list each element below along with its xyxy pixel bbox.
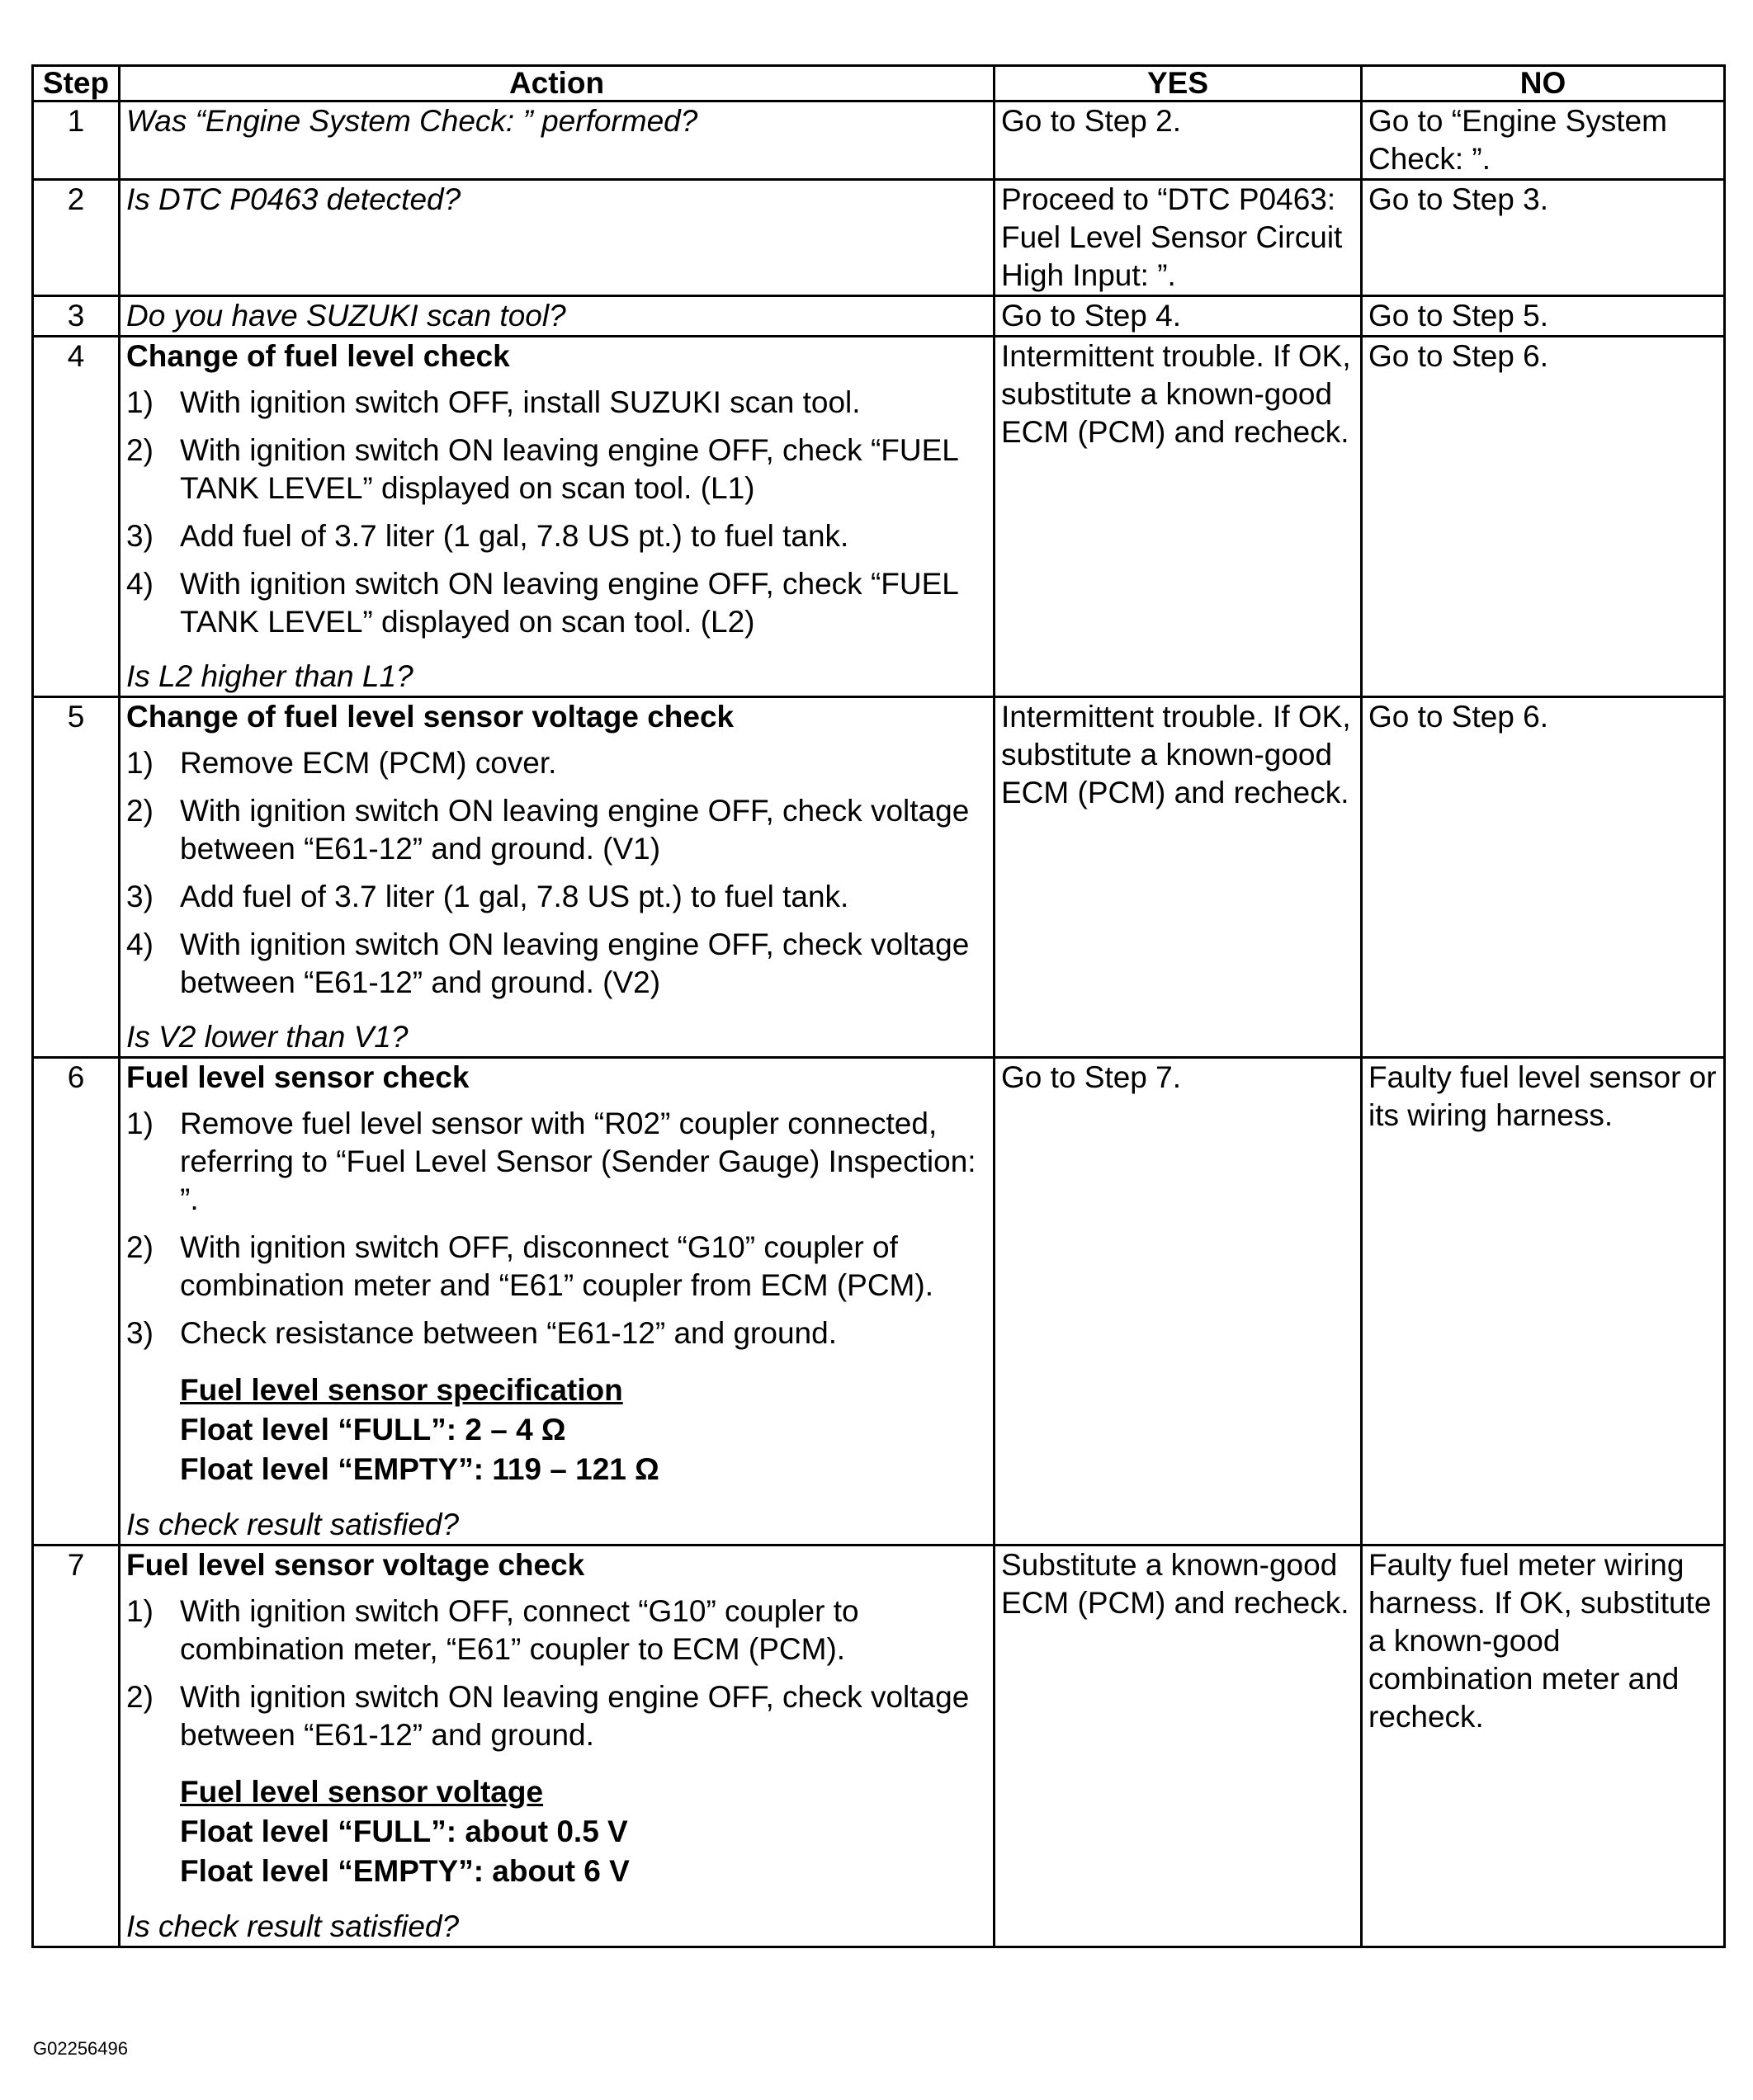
yes-cell: Intermittent trouble. If OK, substitute a known-good ECM (PCM) and recheck. (995, 337, 1362, 697)
procedure-list (126, 1593, 987, 1754)
specification-line: Float level “EMPTY”: 119 – 121 Ω (180, 1452, 659, 1486)
header-action: Action (120, 66, 995, 101)
procedure-item: 2) With ignition switch ON leaving engine OFF, check “FUEL TANK LEVEL” displayed on scan tool. (L1) (126, 433, 958, 505)
specification-line: Float level “FULL”: 2 – 4 Ω (180, 1413, 566, 1446)
step-number: 3 (33, 296, 120, 337)
yes-cell: Proceed to “DTC P0463: Fuel Level Sensor Circuit High Input: ”. (995, 180, 1362, 296)
action-question: Is DTC P0463 detected? (126, 182, 461, 216)
action-question: Was “Engine System Check: ” performed? (126, 104, 698, 138)
table-row (33, 337, 1725, 697)
procedure-item: 1) With ignition switch OFF, connect “G10” coupler to combination meter, “E61” coupler to ECM (PCM). (126, 1594, 859, 1666)
yes-cell: Go to Step 7. (995, 1058, 1362, 1546)
action-question: Is L2 higher than L1? (126, 659, 413, 693)
no-cell: Go to Step 6. (1362, 697, 1725, 1058)
action-cell (120, 1058, 995, 1546)
yes-cell: Go to Step 4. (995, 296, 1362, 337)
header-no: NO (1362, 66, 1725, 101)
table-row (33, 1058, 1725, 1546)
step-number: 4 (33, 337, 120, 697)
table-row (33, 697, 1725, 1058)
procedure-item: 1) Remove ECM (PCM) cover. (126, 746, 557, 780)
no-cell: Go to Step 6. (1362, 337, 1725, 697)
table-row (33, 101, 1725, 180)
table-row (33, 296, 1725, 337)
step-number: 1 (33, 101, 120, 180)
action-cell (120, 101, 995, 180)
figure-id: G02256496 (33, 2038, 128, 2059)
procedure-item: 4) With ignition switch ON leaving engine OFF, check voltage between “E61-12” and ground. (V2) (126, 927, 970, 999)
procedure-list (126, 1105, 987, 1352)
step-number: 6 (33, 1058, 120, 1546)
action-cell (120, 697, 995, 1058)
action-cell (120, 296, 995, 337)
specification-line: Float level “EMPTY”: about 6 V (180, 1854, 630, 1888)
action-cell (120, 337, 995, 697)
specification-block (180, 1772, 987, 1891)
header-step: Step (33, 66, 120, 101)
procedure-item: 2) With ignition switch OFF, disconnect “G10” coupler of combination meter and “E61” coupler from ECM (PCM). (126, 1230, 933, 1302)
header-row (33, 66, 1725, 101)
procedure-item: 2) With ignition switch ON leaving engine OFF, check voltage between “E61-12” and ground. (126, 1680, 970, 1752)
step-number: 5 (33, 697, 120, 1058)
action-title: Change of fuel level check (126, 339, 510, 373)
procedure-item: 3) Add fuel of 3.7 liter (1 gal, 7.8 US pt.) to fuel tank. (126, 880, 849, 913)
action-question: Is check result satisfied? (126, 1508, 460, 1541)
specification-block (180, 1371, 987, 1489)
procedure-item: 3) Add fuel of 3.7 liter (1 gal, 7.8 US pt.) to fuel tank. (126, 519, 849, 553)
procedure-item: 3) Check resistance between “E61-12” and ground. (126, 1316, 837, 1350)
action-title: Fuel level sensor check (126, 1060, 470, 1094)
table-row (33, 180, 1725, 296)
step-number: 7 (33, 1546, 120, 1947)
procedure-list (126, 384, 987, 641)
procedure-item: 1) With ignition switch OFF, install SUZUKI scan tool. (126, 385, 861, 419)
procedure-item: 4) With ignition switch ON leaving engine OFF, check “FUEL TANK LEVEL” displayed on scan tool. (L2) (126, 567, 958, 639)
yes-cell: Go to Step 2. (995, 101, 1362, 180)
diagnostic-table (31, 64, 1726, 1948)
action-title: Change of fuel level sensor voltage check (126, 700, 735, 734)
action-question: Is check result satisfied? (126, 1909, 460, 1943)
no-cell: Faulty fuel level sensor or its wiring harness. (1362, 1058, 1725, 1546)
no-cell: Faulty fuel meter wiring harness. If OK, substitute a known-good combination meter and recheck. (1362, 1546, 1725, 1947)
no-cell: Go to Step 3. (1362, 180, 1725, 296)
action-cell (120, 180, 995, 296)
specification-title: Fuel level sensor specification (180, 1373, 623, 1407)
procedure-item: 1) Remove fuel level sensor with “R02” coupler connected, referring to “Fuel Level Sensor (Sender Gauge) Inspection: ”. (126, 1107, 976, 1216)
table-row (33, 1546, 1725, 1947)
action-question: Is V2 lower than V1? (126, 1020, 409, 1054)
specification-line: Float level “FULL”: about 0.5 V (180, 1814, 628, 1848)
step-number: 2 (33, 180, 120, 296)
action-question: Do you have SUZUKI scan tool? (126, 299, 566, 333)
header-yes: YES (995, 66, 1362, 101)
procedure-list (126, 744, 987, 1002)
specification-title: Fuel level sensor voltage (180, 1775, 544, 1809)
action-title: Fuel level sensor voltage check (126, 1548, 585, 1582)
procedure-item: 2) With ignition switch ON leaving engine OFF, check voltage between “E61-12” and ground. (V1) (126, 794, 970, 866)
no-cell: Go to “Engine System Check: ”. (1362, 101, 1725, 180)
yes-cell: Substitute a known-good ECM (PCM) and recheck. (995, 1546, 1362, 1947)
yes-cell: Intermittent trouble. If OK, substitute a known-good ECM (PCM) and recheck. (995, 697, 1362, 1058)
action-cell (120, 1546, 995, 1947)
no-cell: Go to Step 5. (1362, 296, 1725, 337)
